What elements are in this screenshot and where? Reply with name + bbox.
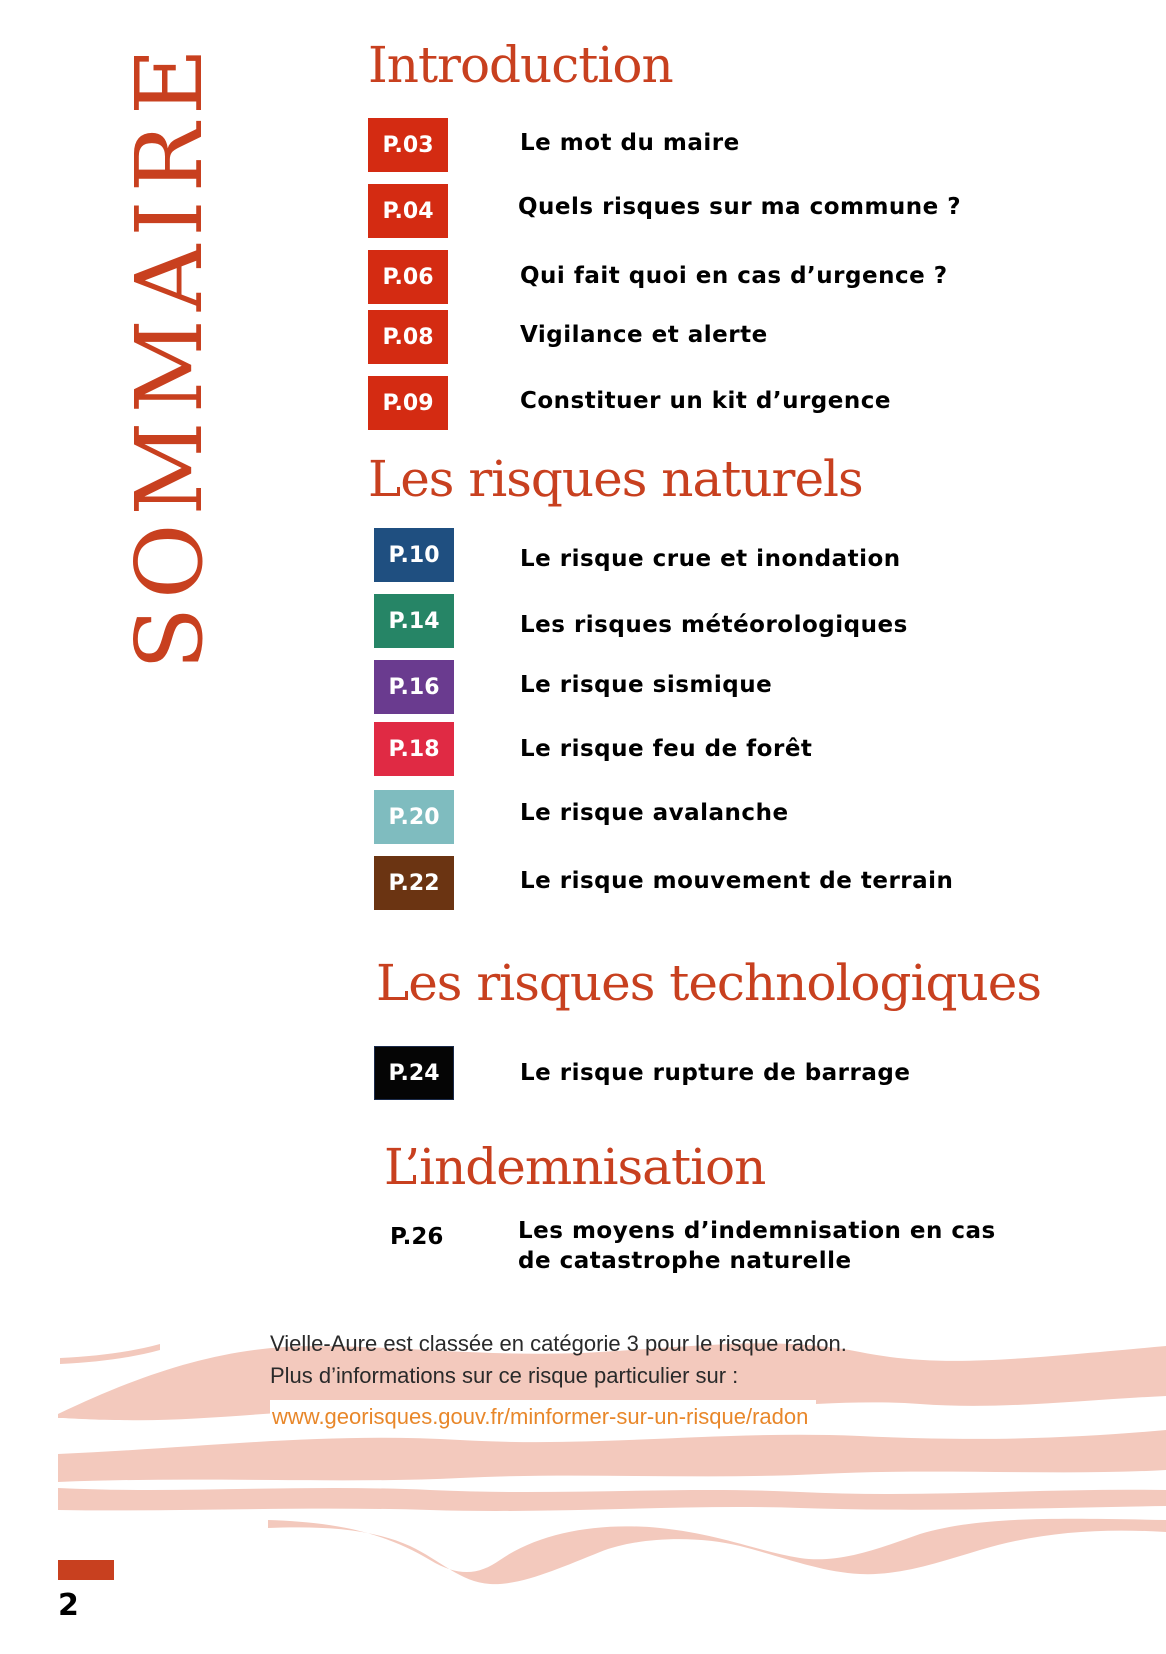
page-reference: P.26 [390, 1224, 444, 1250]
toc-entry-label: Les risques météorologiques [520, 612, 908, 638]
page-number: 2 [58, 1588, 79, 1623]
section-title-indemnisation: L’indemnisation [384, 1138, 766, 1196]
page-badge: P.14 [374, 594, 454, 648]
page-badge: P.16 [374, 660, 454, 714]
page-badge: P.24 [374, 1046, 454, 1100]
page-badge: P.03 [368, 118, 448, 172]
sommaire-title: SOMMAIRE [116, 39, 223, 671]
toc-entry-label: Le risque mouvement de terrain [520, 868, 954, 894]
page-badge: P.10 [374, 528, 454, 582]
section-title-technologiques: Les risques technologiques [376, 954, 1041, 1012]
radon-note [270, 1328, 847, 1392]
radon-note-line1: Vielle-Aure est classée en catégorie 3 pour le risque radon. [270, 1331, 847, 1356]
page-badge: P.06 [368, 250, 448, 304]
toc-entry-label: Le mot du maire [520, 130, 740, 156]
radon-link-box [270, 1400, 816, 1434]
page-badge: P.22 [374, 856, 454, 910]
page-badge: P.09 [368, 376, 448, 430]
toc-entry-label: Constituer un kit d’urgence [520, 388, 891, 414]
toc-entry-label: Vigilance et alerte [520, 322, 768, 348]
toc-entry-label: Le risque avalanche [520, 800, 789, 826]
section-title-naturels: Les risques naturels [368, 450, 863, 508]
toc-entry-label: Le risque rupture de barrage [520, 1060, 911, 1086]
toc-entry-label: Quels risques sur ma commune ? [518, 194, 962, 220]
toc-entry-label: Le risque crue et inondation [520, 546, 901, 572]
toc-entry-label: Qui fait quoi en cas d’urgence ? [520, 263, 948, 289]
page-badge: P.04 [368, 184, 448, 238]
page-badge: P.08 [368, 310, 448, 364]
toc-entry-label: Le risque feu de forêt [520, 736, 813, 762]
page-badge: P.20 [374, 790, 454, 844]
toc-entry-label-line1: Les moyens d’indemnisation en cas [518, 1218, 996, 1244]
section-title-introduction: Introduction [368, 36, 673, 94]
radon-note-line2: Plus d’informations sur ce risque particulier sur : [270, 1363, 739, 1388]
radon-link[interactable]: www.georisques.gouv.fr/minformer-sur-un-risque/radon [272, 1404, 809, 1429]
page-badge: P.18 [374, 722, 454, 776]
toc-entry-label-line2: de catastrophe naturelle [518, 1248, 852, 1274]
toc-entry-label: Le risque sismique [520, 672, 773, 698]
page-number-bar [58, 1560, 114, 1580]
